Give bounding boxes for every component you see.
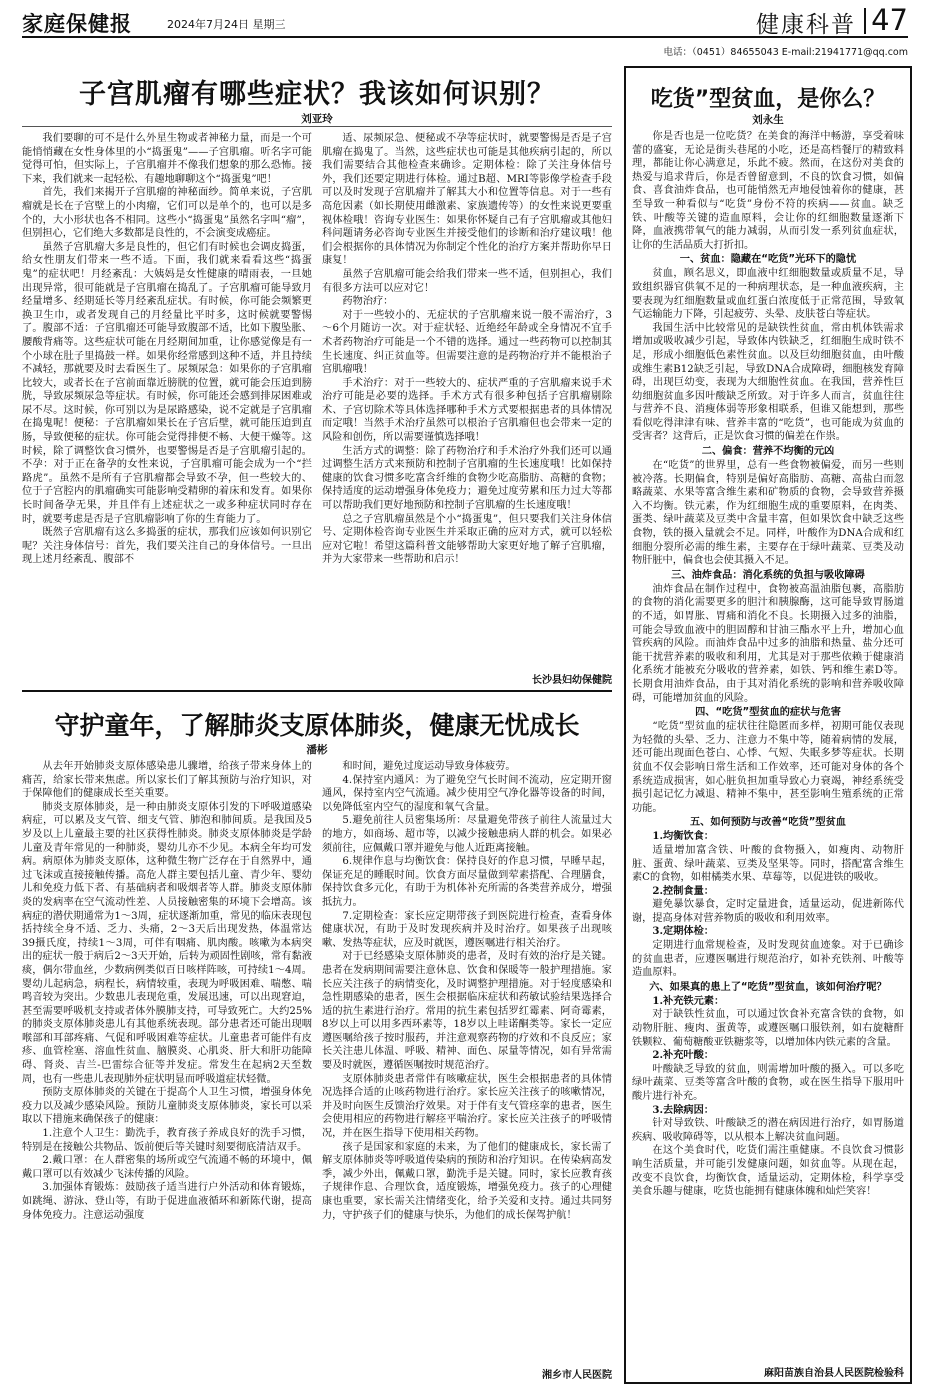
section-name: 健康科普 (756, 12, 856, 38)
paragraph: 避免暴饮暴食，定时定量进食，适量运动，促进新陈代谢，提高身体对营养物质的吸收和利用效率。 (632, 899, 904, 924)
paragraph: 你是否也是一位吃货？在美食的海洋中畅游，享受着味蕾的盛宴，无论是街头巷尾的小吃，还是高档餐厅的精致料理，都能让你心满意足，乐此不疲。然而，在这份对美食的热爱与追求背后，你是否曾留意到，不良的饮食习惯，如偏食、喜食油炸食品，也可能悄然无声地侵蚀着你的健康，甚至导致一种看似与“吃货”身份不符的疾病——贫血。缺乏铁、叶酸等关键的造血原料，会让你的红细胞数量逐渐下降，血液携带氧气的能力减弱，从而引发一系列贫血症状，让你的生活品质大打折扣。 (632, 131, 904, 251)
article3-body (632, 130, 904, 1356)
article2-column-1 (22, 760, 312, 1380)
header-divider (864, 8, 866, 34)
paragraph: 在“吃货”的世界里，总有一些食物被偏爱，而另一些则被冷落。长期偏食，特别是偏好高脂肪、高糖、高盐白而忽略蔬菜、水果等富含维生素和矿物质的食物，会导致营养摄入不均衡。铁元素，作为红细胞生成的重要原料，在肉类、蛋类、绿叶蔬菜及豆类中含量丰富，但如果饮食中缺乏这些食物，铁的摄入量就会不足。同样，叶酸作为DNA合成和红细胞分裂所必需的维生素，主要存在于绿叶蔬菜、豆类及动物肝脏中，偏食也会使其摄入不足。 (632, 460, 904, 567)
page-header (22, 3, 908, 38)
paragraph: 定期进行血常规检查，及时发现贫血迹象。对于已确诊的贫血患者，应遵医嘱进行规范治疗，如补充铁剂、叶酸等造血原料。 (632, 940, 904, 979)
subsection-heading: 3.定期体检： (652, 925, 714, 938)
paragraph: 叶酸缺乏导致的贫血，则需增加叶酸的摄入。可以多吃绿叶蔬菜、豆类等富含叶酸的食物，或在医生指导下服用叶酸片进行补充。 (632, 1063, 904, 1102)
paragraph: 肺炎支原体肺炎，是一种由肺炎支原体引发的下呼吸道感染病症，可以累及支气管、细支气管、肺泡和肺间质。是我国及5岁及以上儿童最主要的社区获得性肺炎。肺炎支原体肺炎是学龄儿童及青年常见的一种肺炎，婴幼儿亦不少见。本病全年均可发病。病原体为肺炎支原体，这种微生物广泛存在于自然界中，通过飞沫或直接接触传播。高危人群主要包括儿童、青少年、婴幼儿和免疫力低下者、有基础病者和吸烟者等人群。肺炎支原体肺炎的发病率在空气流动性差、人员接触密集的环境下会增高。该病症的潜伏期通常为1～3周，症状逐渐加重，常见的临床表现包括持续全身不适、乏力、头痛，2～3天后出现发热，体温常达39摄氏度，持续1～3周，可伴有咽痛、肌肉酸。咳嗽为本病突出的症状一般于病后2～3天开始，后转为顽固性剧咳，常有黏液痰，偶尔带血丝，少数病例类似百日咳样阵咳，可持续1～4周。婴幼儿起病急，病程长，病情较重，表现为呼吸困难、喘憋、喘鸣音较为突出。少数患儿表现危重，发展迅速，可以出现窘迫，甚至需要呼吸机支持或者体外膜肺支持，可导致死亡。大约25%的肺炎支原体肺炎患儿有其他系统表现。部分患者还可能出现咽喉部和耳部疼痛、气促和呼吸困难等症状。儿童患者可能伴有皮疹、血管栓塞、溶血性贫血、脑膜炎、心肌炎、肝大和肝功能障碍、肾炎、吉兰-巴雷综合征等并发症。常发生在起病2天至数周，也有一些患儿表现肺外症状明显而呼吸道症状轻微。 (22, 801, 312, 1085)
paragraph: 7.定期检查：家长应定期带孩子到医院进行检查，查看身体健康状况，有助于及时发现疾病并及时治疗。如果孩子出现咳嗽、发热等症状，应及时就医，遵医嘱进行相关治疗。 (322, 910, 612, 949)
paragraph: 药物治疗： (342, 296, 394, 308)
subsection-heading: 1.均衡饮食： (652, 830, 714, 843)
article1-rule (22, 126, 612, 127)
contact-info: 电话：（0451）84655043 E-mail:21941771@qq.com (663, 47, 908, 58)
section-heading: 一、贫血：隐藏在“吃货”光环下的隐忧 (679, 254, 857, 266)
issue-date: 2024年7月24日 星期三 (167, 18, 286, 31)
paragraph: 5.避免前往人员密集场所：尽量避免带孩子前往人流量过大的地方，如商场、超市等，以减少接触患病人群的机会。如果必须前往，应佩戴口罩并避免与他人近距离接触。 (322, 815, 612, 854)
paragraph: 我们要聊的可不是什么外星生物或者神秘力量，而是一个可能悄悄藏在女性身体里的小“捣蛋鬼”——子宫肌瘤。听名字可能觉得可怕，但实际上，子宫肌瘤并不像我们想象的那么恐怖。接下来，我们就来一起轻松、有趣地聊聊这个“捣蛋鬼”吧！ (22, 133, 312, 185)
subsection-heading: 3.去除病因： (652, 1103, 714, 1116)
paragraph: 生活方式的调整：除了药物治疗和手术治疗外我们还可以通过调整生活方式来预防和控制子宫肌瘤的生长速度哦！比如保持健康的饮食习惯多吃富含纤维的食物少吃高脂肪、高糖的食物；保持适度的运动增强身体免疫力；避免过度劳累和压力过大等都可以帮助我们更好地预防和控制子宫肌瘤的生长速度哦！ (322, 445, 612, 512)
paragraph: 适量增加富含铁、叶酸的食物摄入，如瘦肉、动物肝脏、蛋黄、绿叶蔬菜、豆类及坚果等。同时，搭配富含维生素C的食物，如柑橘类水果、草莓等，以促进铁的吸收。 (632, 844, 904, 884)
paragraph: 手术治疗：对于一些较大的、症状严重的子宫肌瘤来说手术治疗可能是必要的选择。手术方式有很多种包括子宫肌瘤剔除术、子宫切除术等具体选择哪种手术方式要根据患者的具体情况而定哦！当然手术治疗虽然可以根治子宫肌瘤但也会带来一定的风险和创伤，所以需要谨慎选择哦！ (322, 377, 612, 444)
article1-title: 子宫肌瘤有哪些症状？我该如何识别？ (79, 79, 555, 110)
section-heading: 四、“吃货”型贫血的症状与危害 (695, 707, 841, 719)
paragraph: 虽然子宫肌瘤大多是良性的，但它们有时候也会调皮捣蛋，给女性朋友们带来一些不适。下面，我们就来看看这些“捣蛋鬼”的症状吧！月经紊乱：大姨妈是女性健康的晴雨表，一旦她出现异常，很可能就是子宫肌瘤在捣乱了。子宫肌瘤可能导致月经量增多、经期延长等月经紊乱症状。有时候，你可能会频繁更换卫生巾，或者发现自己的月经量比平时多，这时候就要警惕了。腹部不适：子宫肌瘤还可能导致腹部不适，比如下腹坠胀、腰酸背痛等。这些症状可能在月经期间加重，让你感觉像是有一个小球在肚子里捣鼓一样。如果你经常感到这种不适，并且持续不减轻，那就要及时去看医生了。尿频尿急：如果你的子宫肌瘤比较大，或者长在子宫前面靠近膀胱的位置，就可能会压迫到膀胱，导致尿频尿急等症状。有时候，你可能还会感到排尿困难或尿不尽。这时候，你可别以为是尿路感染，说不定就是子宫肌瘤在捣鬼呢！便秘：子宫肌瘤如果长在子宫后壁，就可能压迫到直肠，导致便秘的症状。你可能会觉得排便不畅、大便干燥等。这时候，除了调整饮食习惯外，也要警惕是否是子宫肌瘤引起的。不孕：对于正在备孕的女性来说，子宫肌瘤可能会成为一个“拦路虎”。虽然不是所有子宫肌瘤都会导致不孕，但一些较大的、位于子宫腔内的肌瘤确实可能影响受精卵的着床和发育。如果你长时间备孕无果，并且伴有上述症状之一或多种症状同时存在时，就要考虑是否是子宫肌瘤影响了你的生育能力了。 (22, 241, 312, 525)
article2-column-2 (322, 760, 612, 1362)
paragraph: 孩子是国家和家庭的未来，为了他们的健康成长，家长需了解支原体肺炎等呼吸道传染病的预防和治疗知识。在传染病高发季，减少外出，佩戴口罩，勤洗手是关键。同时，家长应教育孩子规律作息、合理饮食，适度锻炼，增强免疫力。孩子的心理健康也重要，家长需关注情绪变化，给予关爱和支持。通过共同努力，守护孩子们的健康与快乐，为他们的成长保驾护航！ (322, 1141, 612, 1221)
paragraph: 支原体肺炎患者常伴有咳嗽症状，医生会根据患者的具体情况选择合适的止咳药物进行治疗。家长应关注孩子的咳嗽情况，并及时向医生反馈治疗效果。对于伴有支气管痉挛的患者，医生会使用相应的药物进行解痉平喘治疗。家长应关注孩子的呼吸情况，并在医生指导下使用相关药物。 (322, 1073, 612, 1140)
paragraph: 首先，我们来揭开子宫肌瘤的神秘面纱。简单来说，子宫肌瘤就是长在子宫壁上的小肉瘤，它们可以是单个的，也可以是多个的，大小形状也各不相同。这些小“捣蛋鬼”虽然名字叫“瘤”，但别担心，它们绝大多数都是良性的，不会演变成癌症。 (22, 187, 312, 240)
article1-column-2 (322, 132, 612, 666)
paragraph: 既然子宫肌瘤有这么多捣蛋的症状，那我们应该如何识别它呢？关注身体信号：首先，我们要关注自己的身体信号。一旦出现上述月经紊乱、腹部不 (22, 527, 312, 566)
paragraph: 针对导致铁、叶酸缺乏的潜在病因进行治疗，如胃肠道疾病、吸收障碍等，以从根本上解决贫血问题。 (632, 1118, 904, 1143)
section-heading: 三、油炸食品：消化系统的负担与吸收障碍 (671, 569, 865, 581)
paragraph: 从去年开始肺炎支原体感染患儿骤增，给孩子带来身体上的痛苦，给家长带来焦虑。所以家长们了解其预防与治疗知识，对于保障他们的健康成长至关重要。 (22, 761, 312, 800)
article3-title: 吃货”型贫血，是你么？ (650, 87, 886, 112)
subsection-heading: 2.控制食量： (652, 884, 714, 897)
paragraph: 预防支原体肺炎的关键在于提高个人卫生习惯，增强身体免疫力以及减少感染风险。预防儿童肺炎支原体肺炎，家长可以采取以下措施来确保孩子的健康： (22, 1087, 312, 1126)
paragraph: 4.保持室内通风：为了避免空气长时间不流动，应定期开窗通风，保持室内空气流通。减少使用空气净化器等设备的时间，以免降低室内空气的湿度和氧气含量。 (322, 774, 612, 813)
paragraph: 对于一些较小的、无症状的子宫肌瘤来说一般不需治疗，3～6个月随访一次。对于症状轻、近绝经年龄或全身情况不宜手术者药物治疗可能是一个不错的选择。通过一些药物可以控制其生长速度、纠正贫血等。但需要注意的是药物治疗并不能根治子宫肌瘤哦！ (322, 309, 612, 376)
paragraph: 油炸食品在制作过程中，食物被高温油脂包裹，高脂肪的食物的消化需要更多的胆汁和胰腺酶，这可能导致胃肠道的不适，如胃胀、胃痛和消化不良。长期摄入过多的油脂，可能会导致血液中的胆固醇和甘油三酯水平上升，增加心血管疾病的风险。而油炸食品中过多的油脂和热量、盐分还可能干扰营养素的吸收和利用，尤其是对于那些依赖于健康消化系统才能被充分吸收的营养素，如铁、钙和维生素D等。长期食用油炸食品，由于其对消化系统的影响和营养吸收障碍，可能增加贫血的风险。 (632, 583, 904, 704)
section-heading: 二、偏食：营养不均衡的元凶 (701, 446, 835, 458)
paragraph: 1.注意个人卫生：勤洗手，教育孩子养成良好的洗手习惯，特别是在接触公共物品、饭前便后等关键时刻要彻底清洁双手。 (22, 1128, 312, 1153)
paragraph: 对于缺铁性贫血，可以通过饮食补充富含铁的食物，如动物肝脏、瘦肉、蛋黄等，或遵医嘱口服铁剂，如右旋糖酐铁颗粒、葡萄糖酸亚铁糖浆等，以增加体内铁元素的含量。 (632, 1009, 904, 1048)
paragraph: 虽然子宫肌瘤可能会给我们带来一些不适，但别担心，我们有很多方法可以应对它！ (322, 268, 612, 294)
paragraph: 3.加强体育锻炼：鼓励孩子适当进行户外活动和体育锻炼，如跳绳、游泳、登山等，有助于促进血液循环和新陈代谢，提高身体免疫力。注意运动强度 (22, 1182, 312, 1221)
paragraph: 贫血，顾名思义，即血液中红细胞数量或质量不足，导致组织器官供氧不足的一种病理状态，是一种血液疾病，主要表现为红细胞数量或血红蛋白浓度低于正常范围，导致氧气运输能力下降，引起疲劳、头晕、皮肤苍白等症状。 (632, 268, 904, 321)
article1-author: 刘亚玲 (301, 113, 333, 125)
article2-author: 潘彬 (306, 744, 328, 756)
subsection-heading: 1.补充铁元素： (652, 994, 725, 1007)
paragraph: 6.规律作息与均衡饮食：保持良好的作息习惯，早睡早起，保证充足的睡眠时间。饮食方面尽量做到荤素搭配、合理膳食，保持饮食多元化，有助于为机体补充所需的各类营养成分，增强抵抗力。 (322, 856, 612, 908)
paragraph: 适、尿频尿急、便秘或不孕等症状时，就要警惕是否是子宫肌瘤在捣鬼了。当然，这些症状也可能是其他疾病引起的，所以我们需要结合其他检查来确诊。定期体检：除了关注身体信号外，我们还要定期进行体检。通过B超、MRI等影像学检查手段可以及时发现子宫肌瘤并了解其大小和位置等信息。对于一些有高危因素（如长期使用雌激素、家族遗传等）的女性来说更要重视体检哦！咨询专业医生：如果你怀疑自己有子宫肌瘤或其他妇科问题请务必咨询专业医生并接受他们的诊断和治疗建议哦！他们会根据你的具体情况为你制定个性化的治疗方案并帮助你早日康复！ (322, 133, 612, 267)
paragraph: 和时间，避免过度运动导致身体疲劳。 (342, 761, 516, 772)
article-divider (22, 690, 612, 692)
paragraph: 对于已经感染支原体肺炎的患者，及时有效的治疗是关键。患者在发病期间需要注意休息、饮食和保暖等一般护理措施。家长应关注孩子的病情变化，及时调整护理措施。对于轻度感染和急性期感染的患者，医生会根据临床症状和药敏试验结果选择合适的抗生素进行治疗。常用的抗生素包括罗红霉素、阿奇霉素，8岁以上可以用多西环素等，18岁以上哇诺酮类等。家长一定应遵医嘱给孩子按时服药，并注意观察药物的疗效和不良反应；家长关注患儿体温、呼吸、精神、面色、尿量等情况，如有异常需要及时就医，遵循医嘱按时规范治疗。 (322, 951, 612, 1072)
article1-column-1 (22, 132, 312, 684)
paragraph: 我国生活中比较常见的是缺铁性贫血，常由机体铁需求增加或吸收减少引起，导致体内铁缺乏，红细胞生成时铁不足，形成小细胞低色素性贫血。以及巨幼细胞贫血，由叶酸或维生素B12缺乏引起，导致DNA合成障碍，细胞核发育障碍，出现巨幼变，表现为大细胞性贫血。在我国，营养性巨幼细胞贫血多因叶酸缺乏所致。对于许多人而言，贫血往往与营养不良、消瘦体弱等形象相联系，但谁又能想到，那些看似吃得津津有味、营养丰富的“吃货”，也可能成为贫血的受害者？这背后，正是饮食习惯的偏差在作祟。 (632, 322, 904, 443)
article2-title: 守护童年，了解肺炎支原体肺炎，健康无忧成长 (54, 711, 580, 740)
paragraph: 总之子宫肌瘤虽然是个小“捣蛋鬼”，但只要我们关注身体信号、定期体检咨询专业医生并采取正确的应对方式，就可以轻松应对它啦！希望这篇科普文能够帮助大家更好地了解子宫肌瘤，并为大家带来一些帮助和启示！ (322, 513, 612, 566)
subsection-heading: 2.补充叶酸： (652, 1049, 714, 1062)
paragraph: 在这个美食时代，吃货们需注重健康。不良饮食习惯影响生活质量，并可能引发健康问题，如贫血等。从现在起，改变不良饮食，均衡饮食，适量运动，定期体检，科学享受美食乐趣与健康，吃货也能拥有健康体魄和灿烂笑容！ (632, 1145, 904, 1198)
paper-name: 家庭保健报 (22, 12, 132, 36)
paragraph: “吃货”型贫血的症状往往隐匿而多样，初期可能仅表现为轻微的头晕、乏力、注意力不集中等，随着病情的发展，还可能出现面色苍白、心悸、气短、失眠多梦等症状。长期贫血不仅会影响日常生活和工作效率，还可能对身体的各个系统造成损害，如心脏负担加重导致心力衰竭，神经系统受损引起记忆力减退、精神不集中，甚至影响生殖系统的正常功能。 (632, 721, 904, 814)
paragraph: 2.戴口罩：在人群密集的场所或空气流通不畅的环境中，佩戴口罩可以有效减少飞沫传播的风险。 (22, 1155, 312, 1180)
section-heading: 六、如果真的患上了“吃货”型贫血，该如何治疗呢？ (649, 981, 887, 993)
article1-signature: 长沙县妇幼保健院 (532, 675, 612, 686)
page-number: 47 (871, 3, 908, 37)
article3-author: 刘永生 (752, 114, 784, 126)
article3-signature: 麻阳苗族自治县人民医院检验科 (764, 1368, 904, 1379)
section-heading: 五、如何预防与改善“吃货”型贫血 (689, 817, 846, 829)
article2-signature: 湘乡市人民医院 (542, 1370, 612, 1381)
